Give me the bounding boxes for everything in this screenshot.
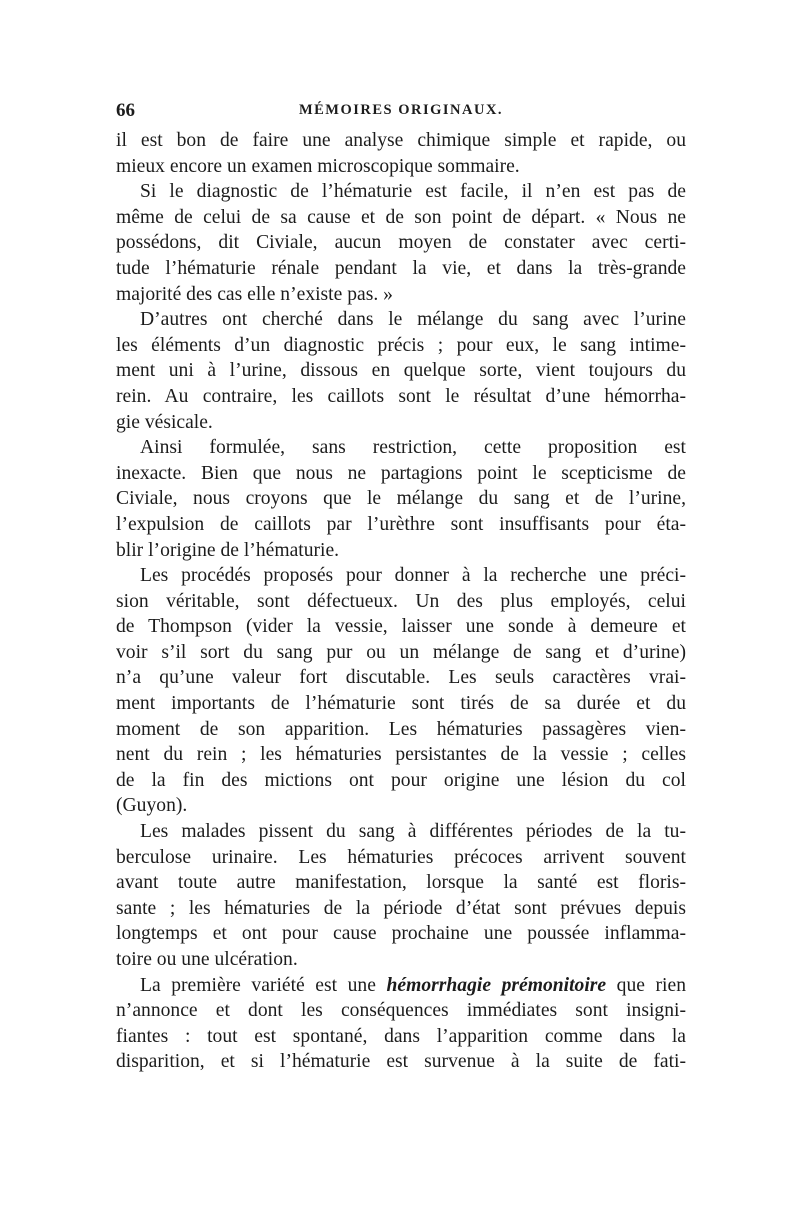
text-line: blir l’origine de l’hématurie.: [116, 539, 340, 561]
text-line: Ainsi formulée, sans restriction, cette proposition est: [140, 437, 686, 459]
running-head: [116, 98, 686, 128]
text-line: Civiale, nous croyons que le mélange du sang et de l’urine,: [116, 488, 686, 510]
text-line: les éléments d’un diagnostic précis ; pour eux, le sang intime-: [116, 334, 686, 356]
text-line: (Guyon).: [116, 795, 188, 817]
text-line: de Thompson (vider la vessie, laisser une sonde à demeure et: [116, 616, 686, 638]
text-line: Si le diagnostic de l’hématurie est facile, il n’en est pas de: [140, 181, 686, 203]
text-line: berculose urinaire. Les hématuries précoces arrivent souvent: [116, 846, 686, 868]
running-title: MÉMOIRES ORIGINAUX.: [298, 102, 504, 118]
text-line: sante ; les hématuries de la période d’état sont prévues depuis: [116, 897, 686, 919]
text-line: voir s’il sort du sang pur ou un mélange de sang et d’urine): [116, 641, 686, 663]
text-line: gie vésicale.: [116, 411, 213, 433]
text-line: inexacte. Bien que nous ne partagions point le scepticisme de: [116, 462, 686, 484]
text-line: l’expulsion de caillots par l’urèthre sont insuffisants pour éta-: [116, 513, 686, 535]
text-line: D’autres ont cherché dans le mélange du sang avec l’urine: [140, 309, 686, 331]
text-line: mieux encore un examen microscopique sommaire.: [116, 155, 520, 177]
text-line: fiantes : tout est spontané, dans l’apparition comme dans la: [116, 1025, 686, 1047]
emphasis-term: hémorrhagie prémonitoire: [386, 974, 607, 996]
text-line: toire ou une ulcération.: [116, 949, 298, 970]
text-line: rein. Au contraire, les caillots sont le résultat d’une hémorrha-: [116, 385, 686, 407]
text-line: moment de son apparition. Les hématuries passagères vien-: [116, 718, 686, 740]
text-line: Les malades pissent du sang à différentes périodes de la tu-: [140, 821, 686, 843]
text-line: La première variété est une hémorrhagie prémonitoire que rien: [140, 974, 686, 996]
text-line: même de celui de sa cause et de son point de départ. « Nous ne: [116, 206, 686, 228]
text-line: possédons, dit Civiale, aucun moyen de constater avec certi-: [116, 232, 686, 254]
text-line: avant toute autre manifestation, lorsque la santé est floris-: [116, 872, 686, 894]
text-line: ment importants de l’hématurie sont tirés de sa durée et du: [116, 693, 686, 715]
body-text: [116, 128, 686, 1075]
text-line: ment uni à l’urine, dissous en quelque sorte, vient toujours du: [116, 360, 686, 382]
text-line: longtemps et ont pour cause prochaine une poussée inflamma-: [116, 923, 686, 945]
text-line: disparition, et si l’hématurie est survenue à la suite de fati-: [116, 1051, 686, 1073]
text-line: tude l’hématurie rénale pendant la vie, et dans la très-grande: [116, 257, 686, 279]
page-number: 66: [116, 100, 135, 121]
text-line: il est bon de faire une analyse chimique simple et rapide, ou: [116, 130, 686, 151]
text-line: sion véritable, sont défectueux. Un des plus employés, celui: [116, 590, 686, 612]
text-line: n’annonce et dont les conséquences immédiates sont insigni-: [116, 1000, 686, 1022]
text-line: n’a qu’une valeur fort discutable. Les seuls caractères vrai-: [116, 667, 686, 689]
text-line: majorité des cas elle n’existe pas. »: [116, 283, 393, 305]
text-line: de la fin des mictions ont pour origine une lésion du col: [116, 769, 686, 791]
text-line: nent du rein ; les hématuries persistantes de la vessie ; celles: [116, 744, 686, 766]
text-line: Les procédés proposés pour donner à la recherche une préci-: [140, 565, 686, 587]
book-page: [116, 98, 686, 1075]
